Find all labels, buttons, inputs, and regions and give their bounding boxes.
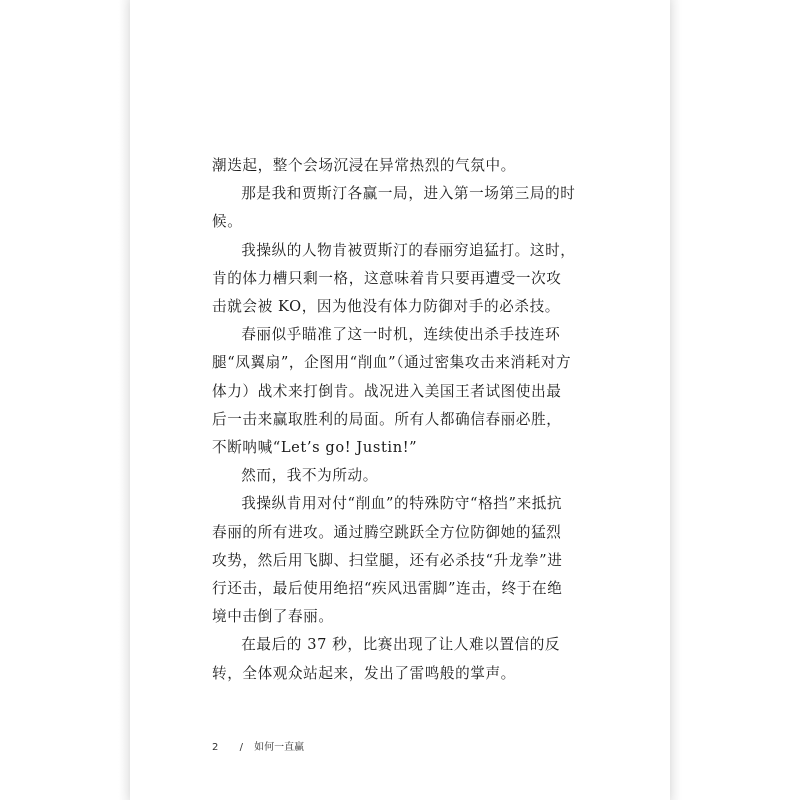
book-title: 如何一直赢 bbox=[254, 742, 305, 753]
paragraph: 我操纵肯用对付“削血”的特殊防守“格挡”来抵抗春丽的所有进攻。通过腾空跳跃全方位防御她的猛烈攻势，然后用飞脚、扫堂腿，还有必杀技“升龙拳”进行还击，最后使用绝招“疾风迅雷脚”连击，终于在绝境中击倒了春丽。 bbox=[212, 495, 563, 626]
paragraph: 春丽似乎瞄准了这一时机，连续使出杀手技连环腿“凤翼扇”，企图用“削血”（通过密集攻击来消耗对方体力）战术来打倒肯。战况进入美国王者试图使出最后一击来赢取胜利的局面。所有人都确信春丽必胜，不断呐喊“Let’s go! Justin!” bbox=[212, 326, 572, 457]
footer-separator: / bbox=[239, 742, 243, 753]
paragraph: 然而，我不为所动。 bbox=[241, 467, 378, 485]
body-text bbox=[212, 152, 576, 688]
page-edge-shadow-right bbox=[668, 0, 682, 800]
page-footer bbox=[212, 738, 304, 753]
paragraph: 潮迭起，整个会场沉浸在异常热烈的气氛中。 bbox=[212, 157, 516, 174]
paragraph: 我操纵的人物肯被贾斯汀的春丽穷追猛打。这时，肯的体力槽只剩一格，这意味着肯只要再遭受一次攻击就会被 KO，因为他没有体力防御对手的必杀技。 bbox=[212, 241, 576, 316]
book-page bbox=[130, 0, 670, 800]
paragraph: 在最后的 37 秒，比赛出现了让人难以置信的反转，全体观众站起来，发出了雷鸣般的掌声。 bbox=[212, 636, 561, 682]
paragraph: 那是我和贾斯汀各赢一局，进入第一场第三局的时候。 bbox=[212, 185, 576, 231]
page-number: 2 bbox=[212, 742, 219, 753]
